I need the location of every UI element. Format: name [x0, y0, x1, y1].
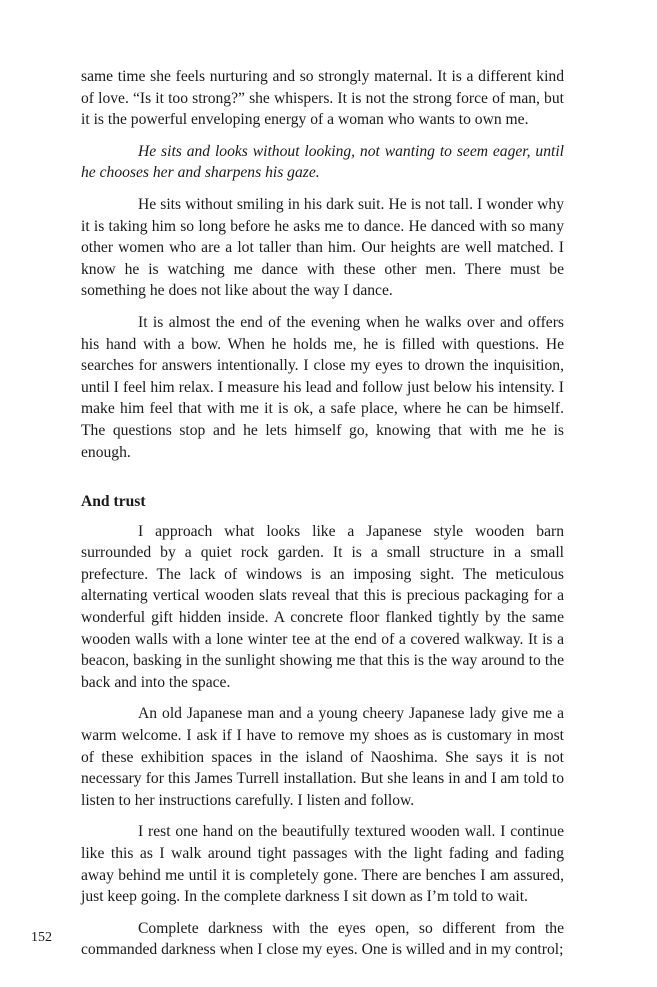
page-number: 152	[31, 930, 52, 945]
paragraph: He sits without smiling in his dark suit. He is not tall. I wonder why it is taking him so long before he asks me to dance. He danced with so many other women who are a lot taller than him. Our heights are well matched. I know he is watching me dance with these other men. There must be something he does not like about the way I dance.	[81, 195, 564, 300]
paragraph: It is almost the end of the evening when he walks over and offers his hand with a bow. When he holds me, he is filled with questions. He searches for answers intentionally. I close my eyes to drown the inquisition, until I feel him relax. I measure his lead and follow just below his intensity. I make him feel that with me it is ok, a safe place, where he can be himself. The questions stop and he lets himself go, knowing that with me he is enough.	[81, 313, 564, 461]
paragraph: I rest one hand on the beautifully textured wooden wall. I continue like this as I walk around tight passages with the light fading and fading away behind me until it is completely gone. There are benches I am assured, just keep going. In the complete darkness I sit down as I’m told to wait.	[81, 823, 564, 906]
section-heading: And trust	[81, 493, 146, 511]
italic-paragraph: He sits and looks without looking, not wanting to seem eager, until he chooses her and sharpens his gaze.	[81, 142, 564, 182]
paragraph: An old Japanese man and a young cheery Japanese lady give me a warm welcome. I ask if I have to remove my shoes as is customary in most of these exhibition spaces in the island of Naoshima. She says it is not necessary for this James Turrell installation. But she leans in and I am told to listen to her instructions carefully. I listen and follow.	[81, 705, 564, 809]
paragraph: Complete darkness with the eyes open, so different from the commanded darkness when I close my eyes. One is willed and in my control;	[81, 919, 564, 959]
paragraph-continued: same time she feels nurturing and so strongly maternal. It is a different kind of love. “Is it too strong?” she whispers. It is not the strong force of man, but it is the powerful enveloping energy of a woman who wants to own me.	[81, 68, 564, 129]
paragraph: I approach what looks like a Japanese style wooden barn surrounded by a quiet rock garden. It is a small structure in a small prefecture. The lack of windows is an imposing sight. The meticulous alternating vertical wooden slats reveal that this is precious packaging for a wonderful gift hidden inside. A concrete floor flanked tightly by the same wooden walls with a lone winter tee at the end of a covered walkway. It is a beacon, basking in the sunlight showing me that this is the way around to the back and into the space.	[81, 522, 564, 691]
page-body	[81, 66, 564, 961]
